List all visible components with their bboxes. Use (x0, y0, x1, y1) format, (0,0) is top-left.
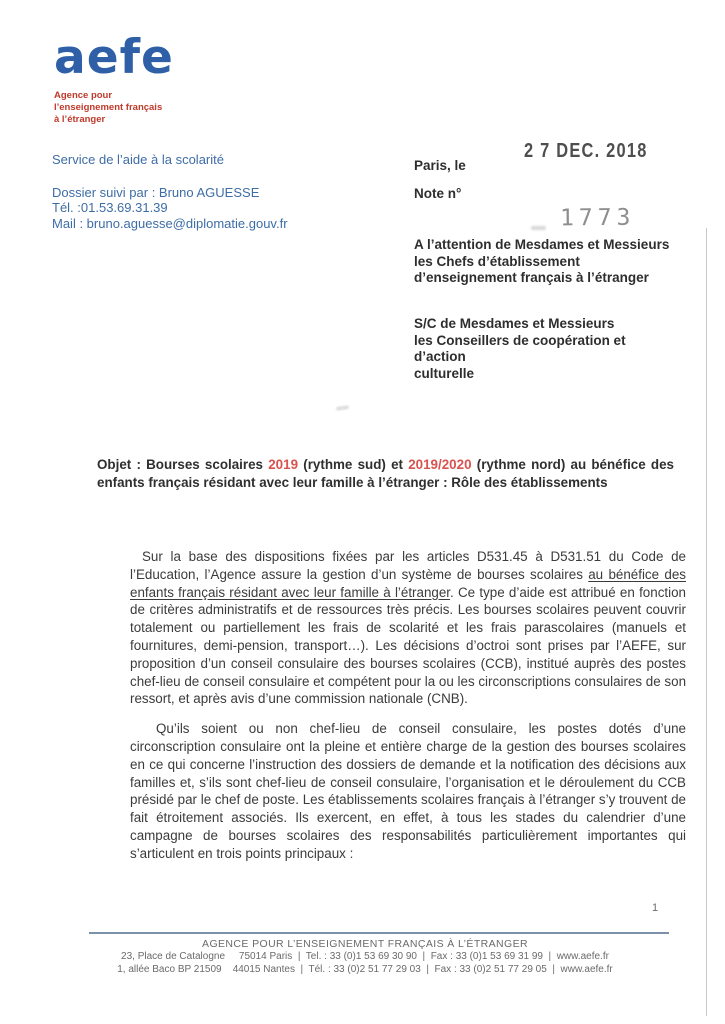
paragraph-2: Qu’ils soient ou non chef-lieu de conseil consulaire, les postes dotés d’une circonscription consulaire ont la pleine et entière charge de la gestion des bourses scolaires en ce qui concerne l’instruction des dossiers de demande et la notification des décisions aux familles et, s’ils sont chef-lieu de conseil consulaire, l’organisation et le déroulement du CCB présidé par le chef de poste. Les établissements scolaires français à l’étranger s’y trouvent de fait étroitement associés. Ils exercent, en effet, à tous les stades du calendrier d’une campagne de bourses scolaires des responsabilités particulièrement importantes qui s’articulent en trois points principaux : (130, 721, 687, 861)
care-of-line: culturelle (414, 365, 475, 381)
recipient-line: les Chefs d’établissement (414, 253, 580, 269)
care-of-line: les Conseillers de coopération et (414, 332, 626, 348)
tagline-line-1: Agence pour (54, 90, 113, 101)
scan-edge-line (706, 228, 707, 1016)
service-name: Service de l’aide à la scolarité (52, 152, 224, 167)
aefe-logo (54, 30, 174, 126)
tagline-line-3: à l’étranger (54, 114, 106, 125)
subject-year-2019-2020: 2019/2020 (408, 457, 472, 472)
phone-line: Tél. :01.53.69.31.39 (52, 200, 168, 215)
recipient-block (414, 237, 669, 287)
aefe-logo-wordmark: aefe (54, 30, 174, 85)
subject-year-2019: 2019 (268, 457, 299, 472)
footer-block (55, 938, 675, 976)
subject-text: Objet : Bourses scolaires (97, 457, 269, 472)
care-of-line: S/C de Mesdames et Messieurs (414, 316, 615, 331)
footer-nantes-address: 1, allée Baco BP 21509 44015 Nantes | Tél. : 33 (0)2 51 77 29 03 | Fax : 33 (0)2 51 77 29 05 | www.aefe.fr (117, 963, 613, 975)
email-line: Mail : bruno.aguesse@diplomatie.gouv.fr (52, 215, 288, 231)
subject-line (97, 456, 674, 491)
place-and-date-label: Paris, le (414, 158, 466, 173)
tagline-line-2: l’enseignement français (54, 102, 163, 113)
paragraph-1 (130, 548, 686, 708)
care-of-block (414, 316, 626, 382)
stamp-smudge-mark (531, 226, 546, 230)
note-number-stamp: 1773 (559, 204, 636, 232)
subject-text: (rythme nord) au bénéfice des enfants français résidant avec leur famille à l’étranger : Rôle des établissements (97, 457, 674, 490)
footer-paris-address: 23, Place de Catalogne 75014 Paris | Tel. : 33 (0)1 53 69 30 90 | Fax : 33 (0)1 53 69 31 99 | www.aefe.fr (121, 951, 609, 962)
date-stamp: 2 7 DEC. 2018 (524, 140, 648, 162)
paragraph-1-text: . Ce type d’aide est attribué en fonction de critères administratifs et de ressources très précis. Les bourses scolaires peuvent couvrir totalement ou partiellement les frais de scolarité et les frais parascolaires (manuels et fournitures, demi-pension, transport…). Les décisions d’octroi sont prises par l’AEFE, sur proposition d’un conseil consulaire des bourses scolaires (CCB), institué auprès des postes chef-lieu de conseil consulaire et compétent pour la ou les circonscriptions consulaires de son ressort, et après avis d’une commission nationale (CNB). (130, 584, 687, 707)
scan-smudge-mark (336, 405, 349, 411)
aefe-logo-tagline (54, 90, 174, 126)
recipient-line: d’enseignement français à l’étranger (414, 270, 649, 285)
case-handler: Dossier suivi par : Bruno AGUESSE (52, 184, 260, 200)
paragraph-1-text: Sur la base des dispositions fixées par les articles D531.45 à D531.51 du Code de l’Education, l’Agence assure la gestion d’un système de bourses scolaires (130, 549, 686, 582)
care-of-line: d’action (414, 349, 466, 364)
sender-contact-block (52, 152, 288, 231)
paragraph-1-underlined-text: au bénéfice des enfants français résidant avec leur famille à l’étranger (130, 566, 686, 600)
subject-text: (rythme sud) et (298, 457, 409, 472)
letter-body (130, 548, 686, 863)
footer-agency-name: AGENCE POUR L’ENSEIGNEMENT FRANÇAIS À L’ÉTRANGER (202, 938, 528, 950)
footer-divider (89, 932, 669, 934)
page-number: 1 (652, 902, 659, 914)
note-number-label: Note n° (414, 186, 462, 201)
recipient-line: A l’attention de Mesdames et Messieurs (414, 237, 670, 252)
